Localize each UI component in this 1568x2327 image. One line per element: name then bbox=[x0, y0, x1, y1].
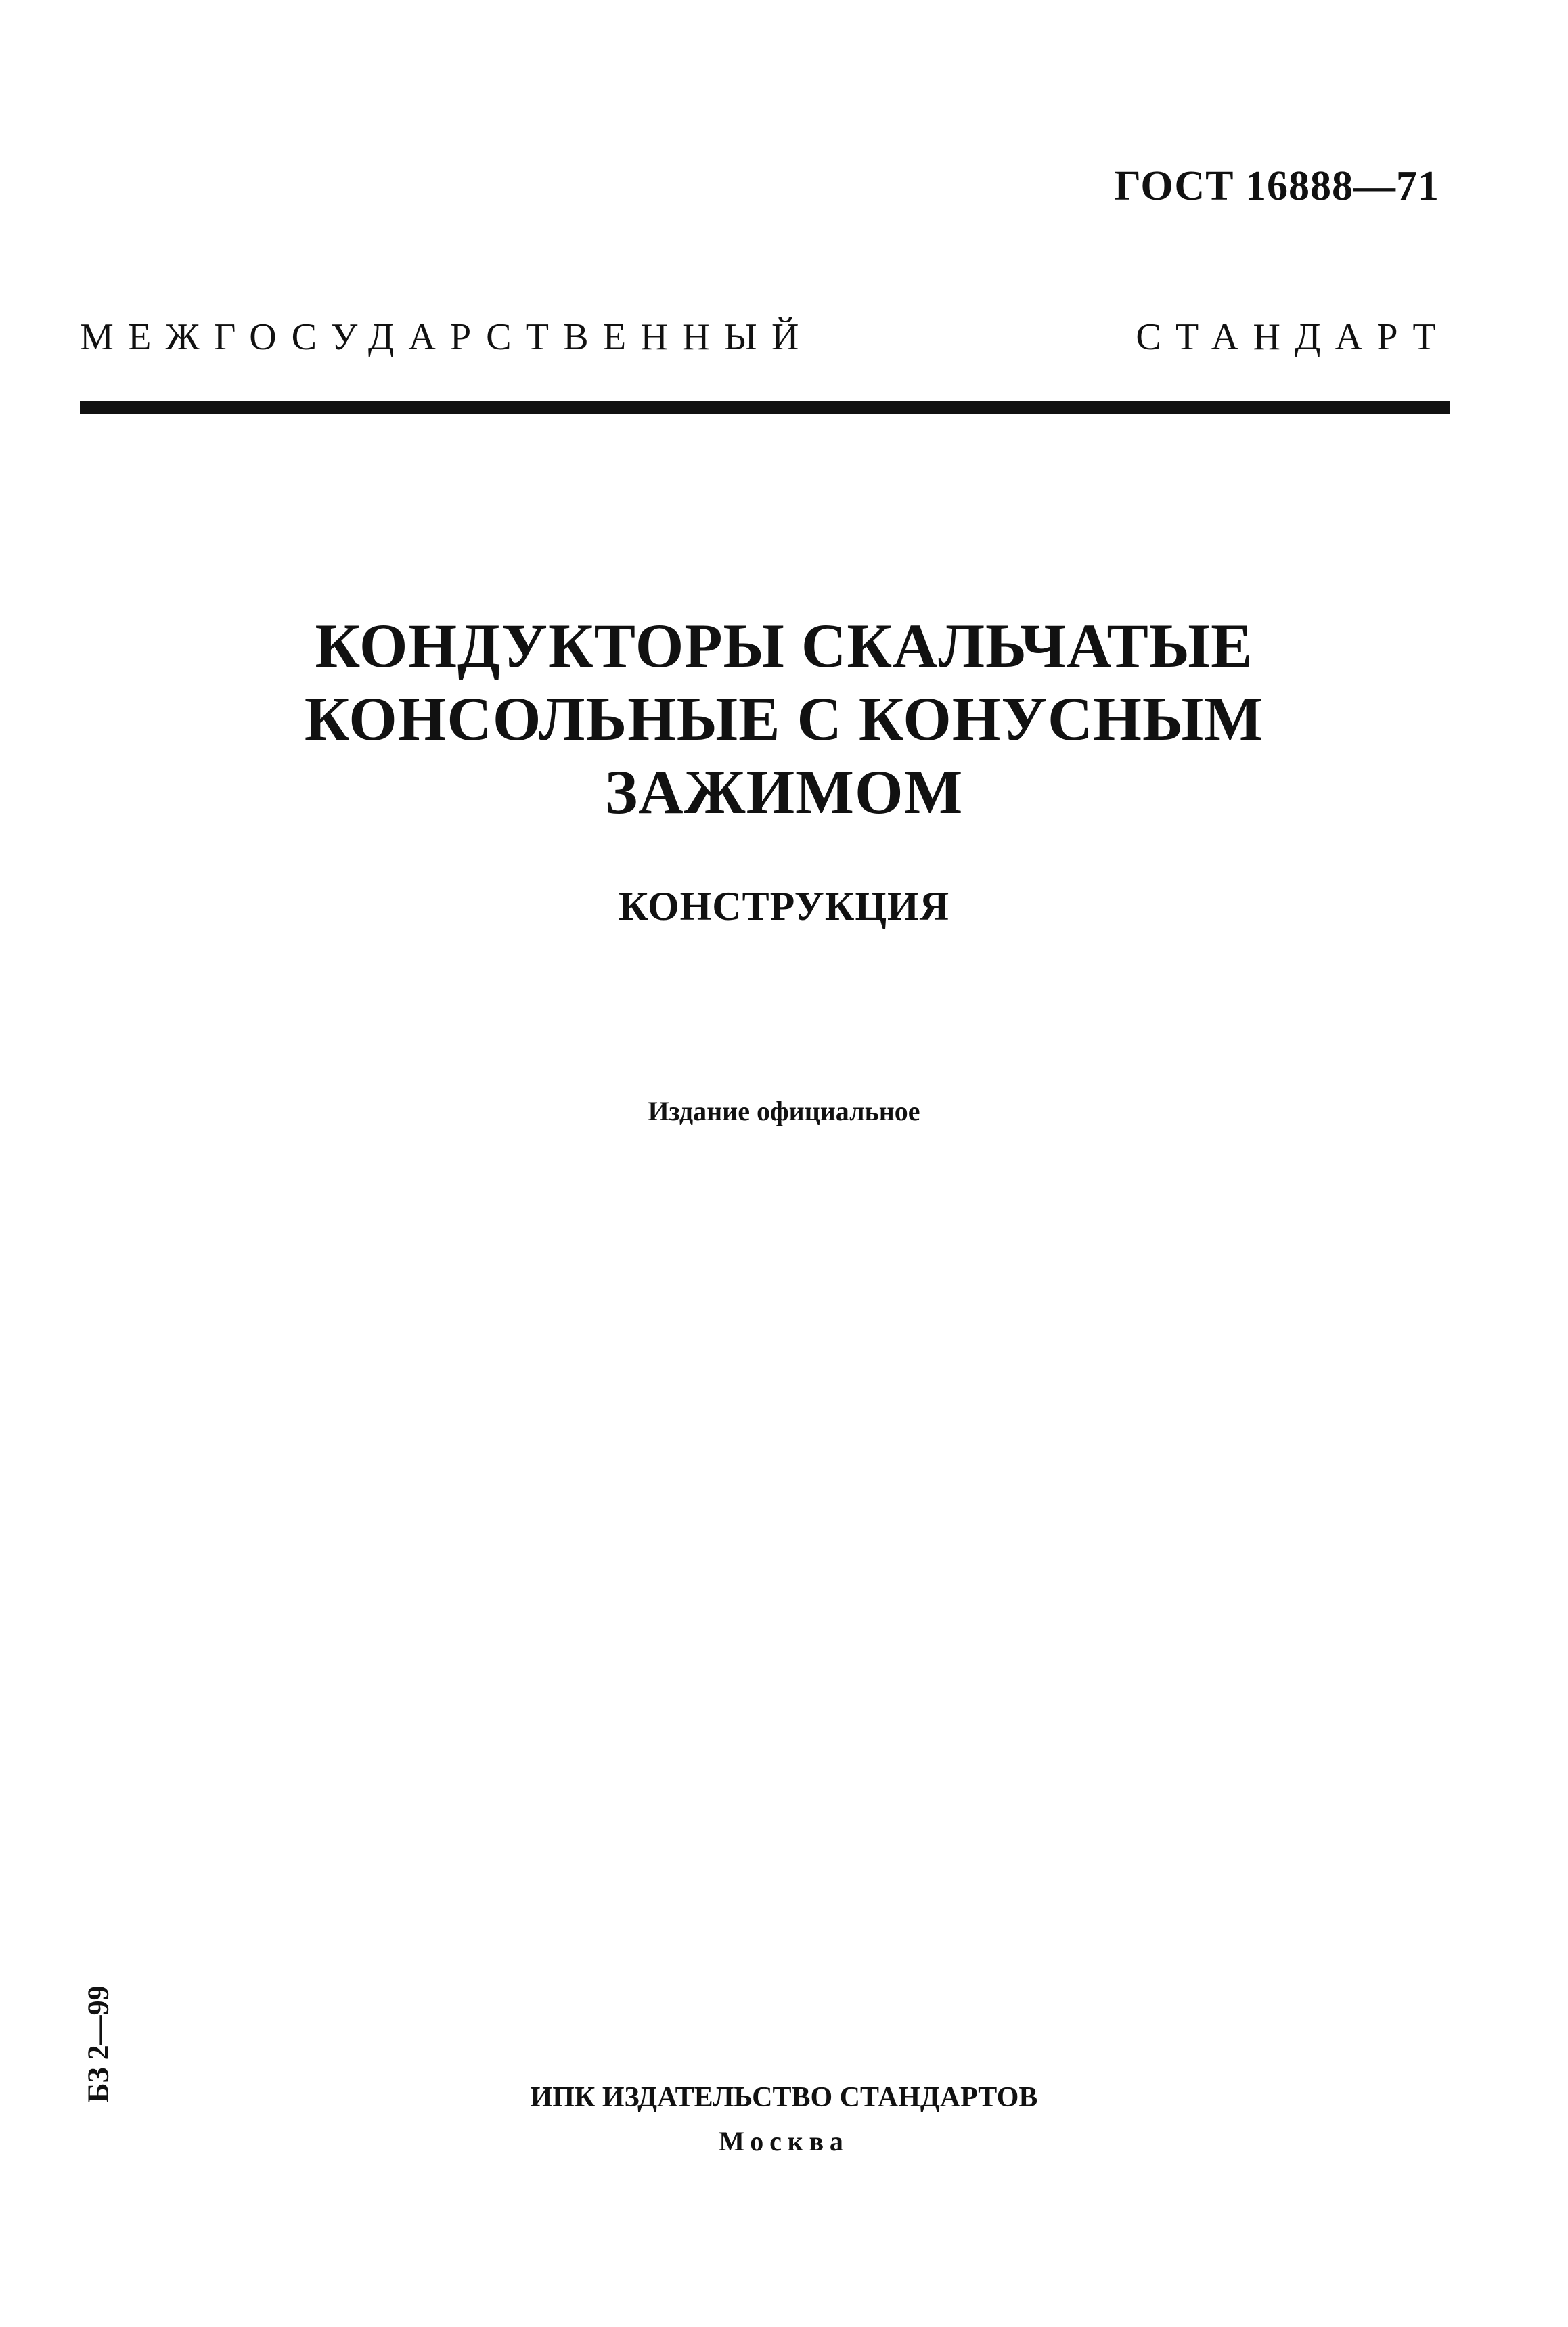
document-title bbox=[0, 609, 1568, 828]
publisher-name: ИПК ИЗДАТЕЛЬСТВО СТАНДАРТОВ bbox=[530, 2082, 1038, 2113]
side-code-text: БЗ 2—99 bbox=[81, 1985, 115, 2103]
edition-note: Издание официальное bbox=[648, 1096, 920, 1126]
title-line-3: ЗАЖИМОМ bbox=[604, 757, 964, 826]
standard-type-heading: МЕЖГОСУДАРСТВЕННЫЙ СТАНДАРТ bbox=[80, 316, 1450, 358]
title-line-2: КОНСОЛЬНЫЕ С КОНУСНЫМ bbox=[304, 684, 1264, 753]
document-subtitle: КОНСТРУКЦИЯ bbox=[618, 884, 950, 929]
title-line-1: КОНДУКТОРЫ СКАЛЬЧАТЫЕ bbox=[315, 611, 1253, 680]
gost-number: ГОСТ 16888—71 bbox=[1114, 163, 1439, 209]
header-divider bbox=[80, 401, 1450, 414]
publisher-city: Москва bbox=[719, 2126, 849, 2156]
